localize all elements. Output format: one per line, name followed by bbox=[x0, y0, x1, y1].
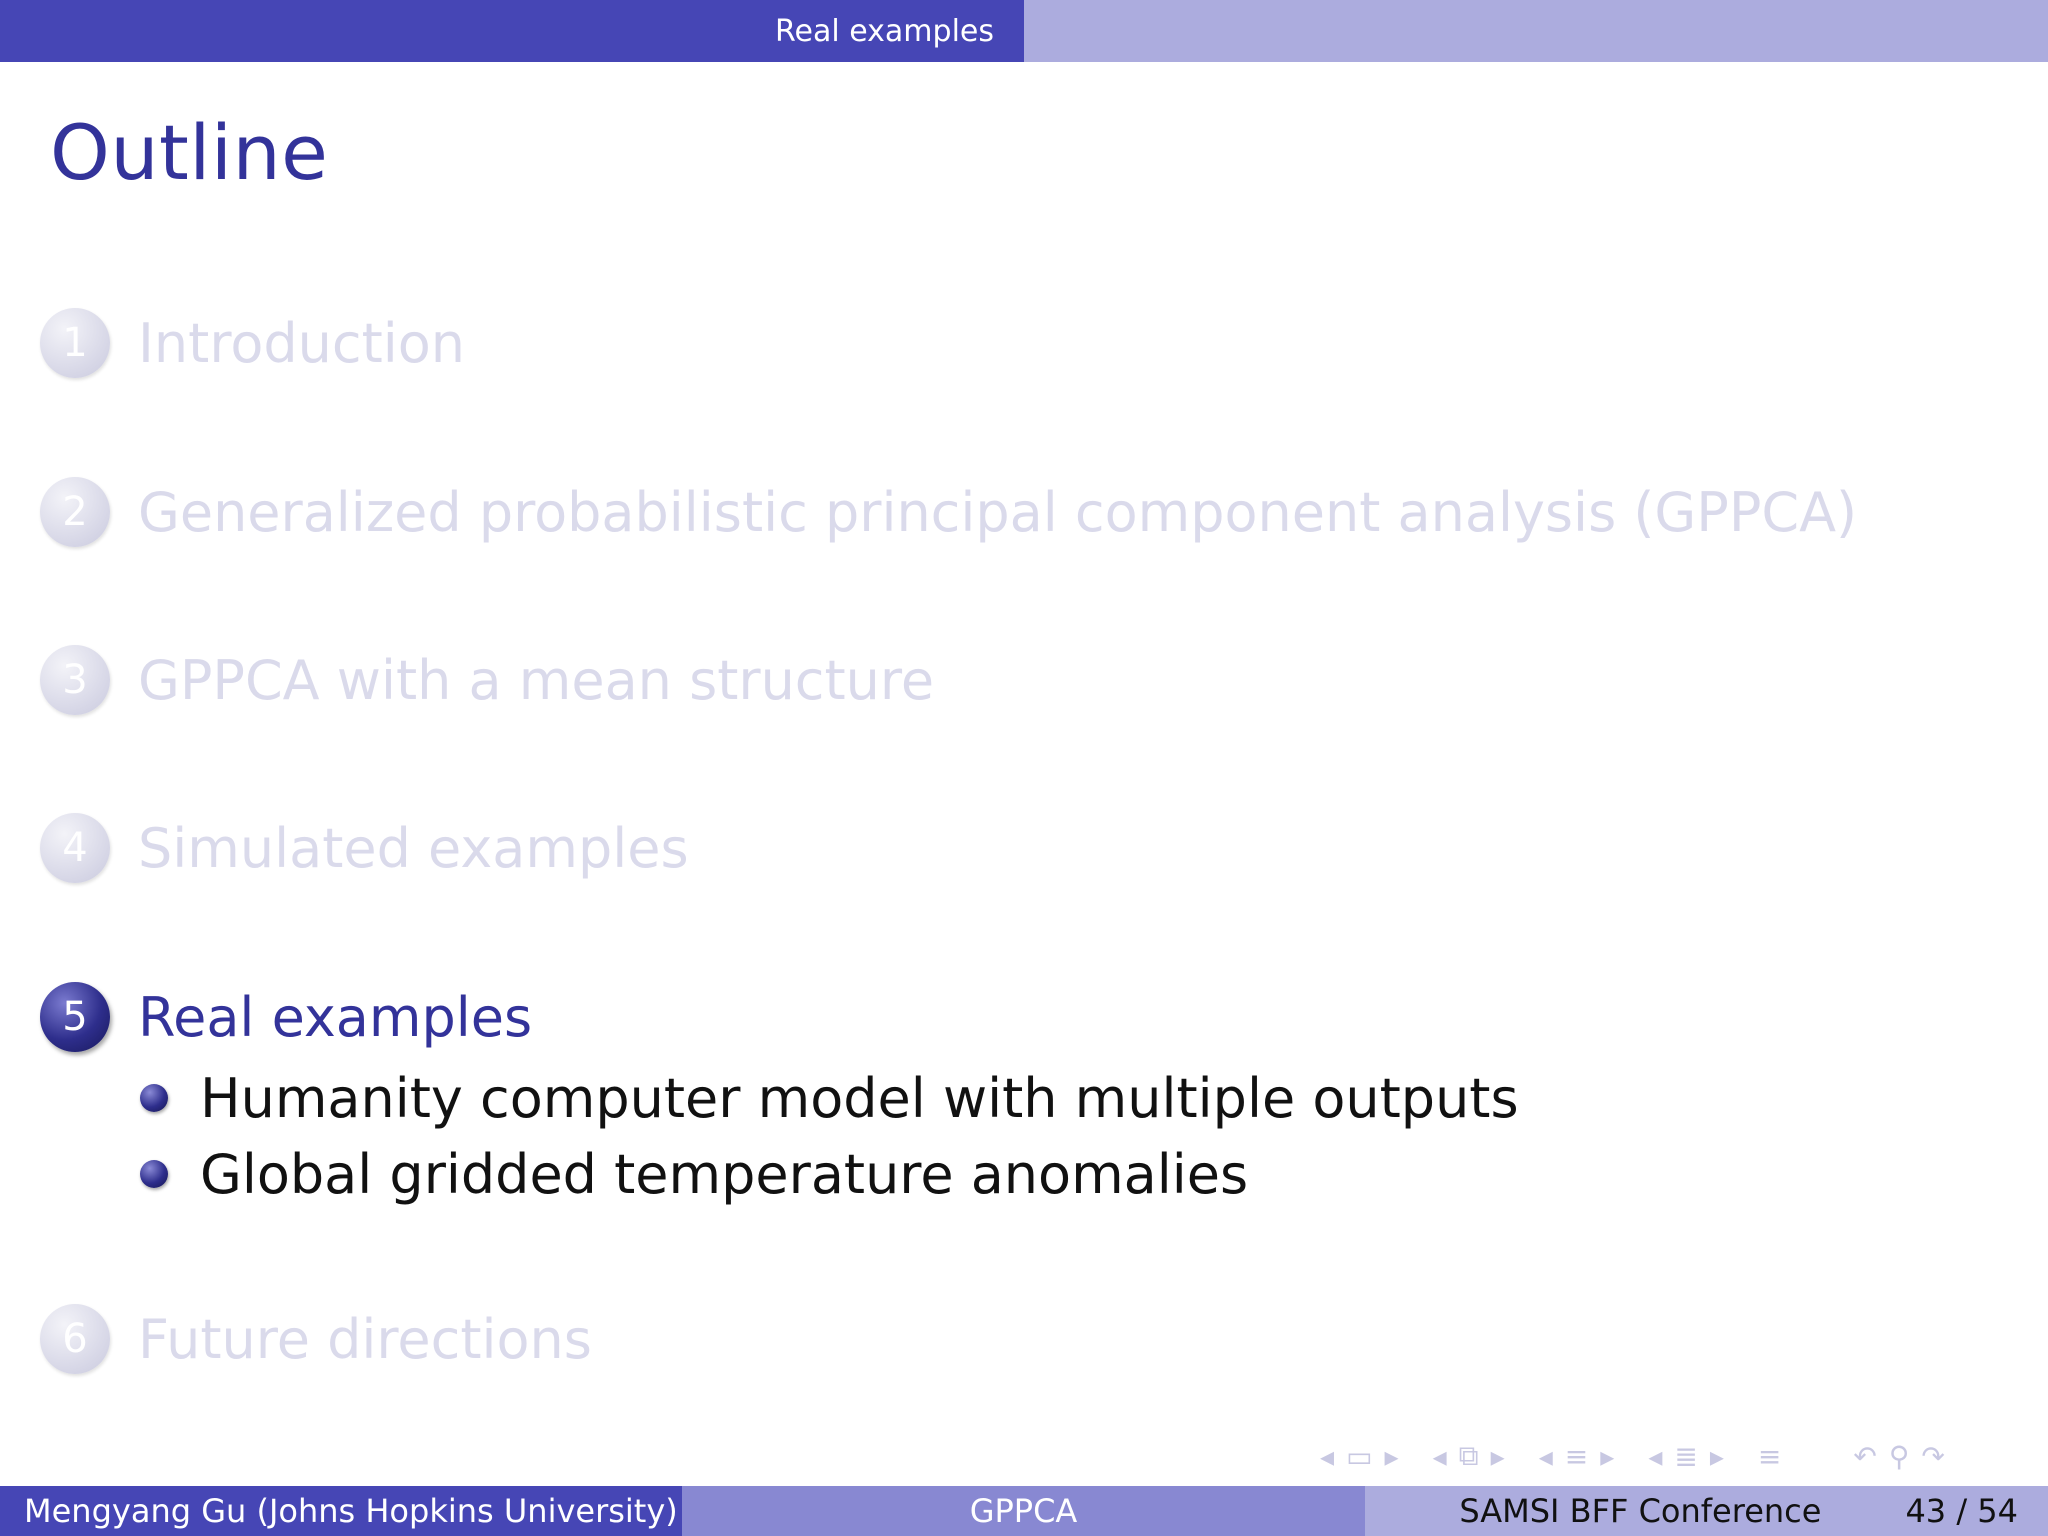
appendix-icon[interactable]: ≡ bbox=[1757, 1439, 1782, 1473]
slide-next-arrow-icon[interactable]: ▸ bbox=[1384, 1439, 1399, 1473]
footer-author: Mengyang Gu (Johns Hopkins University) bbox=[0, 1486, 682, 1536]
back-icon[interactable]: ↶ bbox=[1853, 1439, 1877, 1473]
section-label: Future directions bbox=[138, 1307, 592, 1371]
subsection-item[interactable] bbox=[140, 1136, 1519, 1212]
section-next-arrow-icon[interactable]: ▸ bbox=[1709, 1439, 1724, 1473]
section-label: GPPCA with a mean structure bbox=[138, 648, 935, 712]
bullet-icon bbox=[140, 1084, 168, 1112]
section-icon[interactable]: ≣ bbox=[1674, 1439, 1698, 1473]
subsection-list bbox=[140, 1060, 1519, 1212]
header-section-title[interactable]: Real examples bbox=[0, 0, 1024, 62]
section-number-badge-active: 5 bbox=[40, 982, 110, 1052]
bullet-icon bbox=[140, 1160, 168, 1188]
section-number-badge: 4 bbox=[40, 813, 110, 883]
slide-icon[interactable]: ▭ bbox=[1346, 1439, 1373, 1473]
section-label: Simulated examples bbox=[138, 816, 689, 880]
section-number-badge: 6 bbox=[40, 1304, 110, 1374]
section-number-badge: 3 bbox=[40, 645, 110, 715]
section-number-badge: 2 bbox=[40, 477, 110, 547]
frame-prev-arrow-icon[interactable]: ◂ bbox=[1432, 1439, 1447, 1473]
section-label: Generalized probabilistic principal component analysis (GPPCA) bbox=[138, 480, 1858, 544]
outline-item-simulated[interactable] bbox=[40, 813, 689, 883]
outline-item-gppca[interactable] bbox=[40, 477, 1857, 547]
outline-item-introduction[interactable] bbox=[40, 308, 465, 378]
outline-item-real-examples[interactable] bbox=[40, 982, 532, 1052]
footer-right bbox=[1365, 1486, 2048, 1536]
frame-title: Outline bbox=[50, 108, 329, 197]
forward-icon[interactable]: ↷ bbox=[1921, 1439, 1945, 1473]
outline-item-future[interactable] bbox=[40, 1304, 592, 1374]
footer-short-title: GPPCA bbox=[682, 1486, 1365, 1536]
subsection-icon[interactable]: ≡ bbox=[1564, 1439, 1589, 1473]
subsection-next-arrow-icon[interactable]: ▸ bbox=[1600, 1439, 1615, 1473]
footer-conference: SAMSI BFF Conference bbox=[1459, 1492, 1822, 1530]
subsection-item[interactable] bbox=[140, 1060, 1519, 1136]
header-bar bbox=[0, 0, 2048, 62]
section-label: Introduction bbox=[138, 311, 466, 375]
section-number-badge: 1 bbox=[40, 308, 110, 378]
subsection-label: Humanity computer model with multiple outputs bbox=[200, 1066, 1519, 1130]
section-prev-arrow-icon[interactable]: ◂ bbox=[1648, 1439, 1663, 1473]
frame-icon[interactable]: ⧉ bbox=[1458, 1439, 1479, 1472]
footer-bar bbox=[0, 1486, 2048, 1536]
page-number: 43 / 54 bbox=[1905, 1492, 2018, 1530]
section-label-active: Real examples bbox=[138, 985, 533, 1049]
beamer-navigation bbox=[1314, 1436, 1951, 1476]
slide-prev-arrow-icon[interactable]: ◂ bbox=[1320, 1439, 1335, 1473]
frame-next-arrow-icon[interactable]: ▸ bbox=[1490, 1439, 1505, 1473]
search-icon[interactable]: ⚲ bbox=[1888, 1439, 1910, 1473]
outline-item-gppca-mean[interactable] bbox=[40, 645, 934, 715]
subsection-prev-arrow-icon[interactable]: ◂ bbox=[1538, 1439, 1553, 1473]
subsection-label: Global gridded temperature anomalies bbox=[200, 1142, 1249, 1206]
header-right-bar bbox=[1024, 0, 2048, 62]
